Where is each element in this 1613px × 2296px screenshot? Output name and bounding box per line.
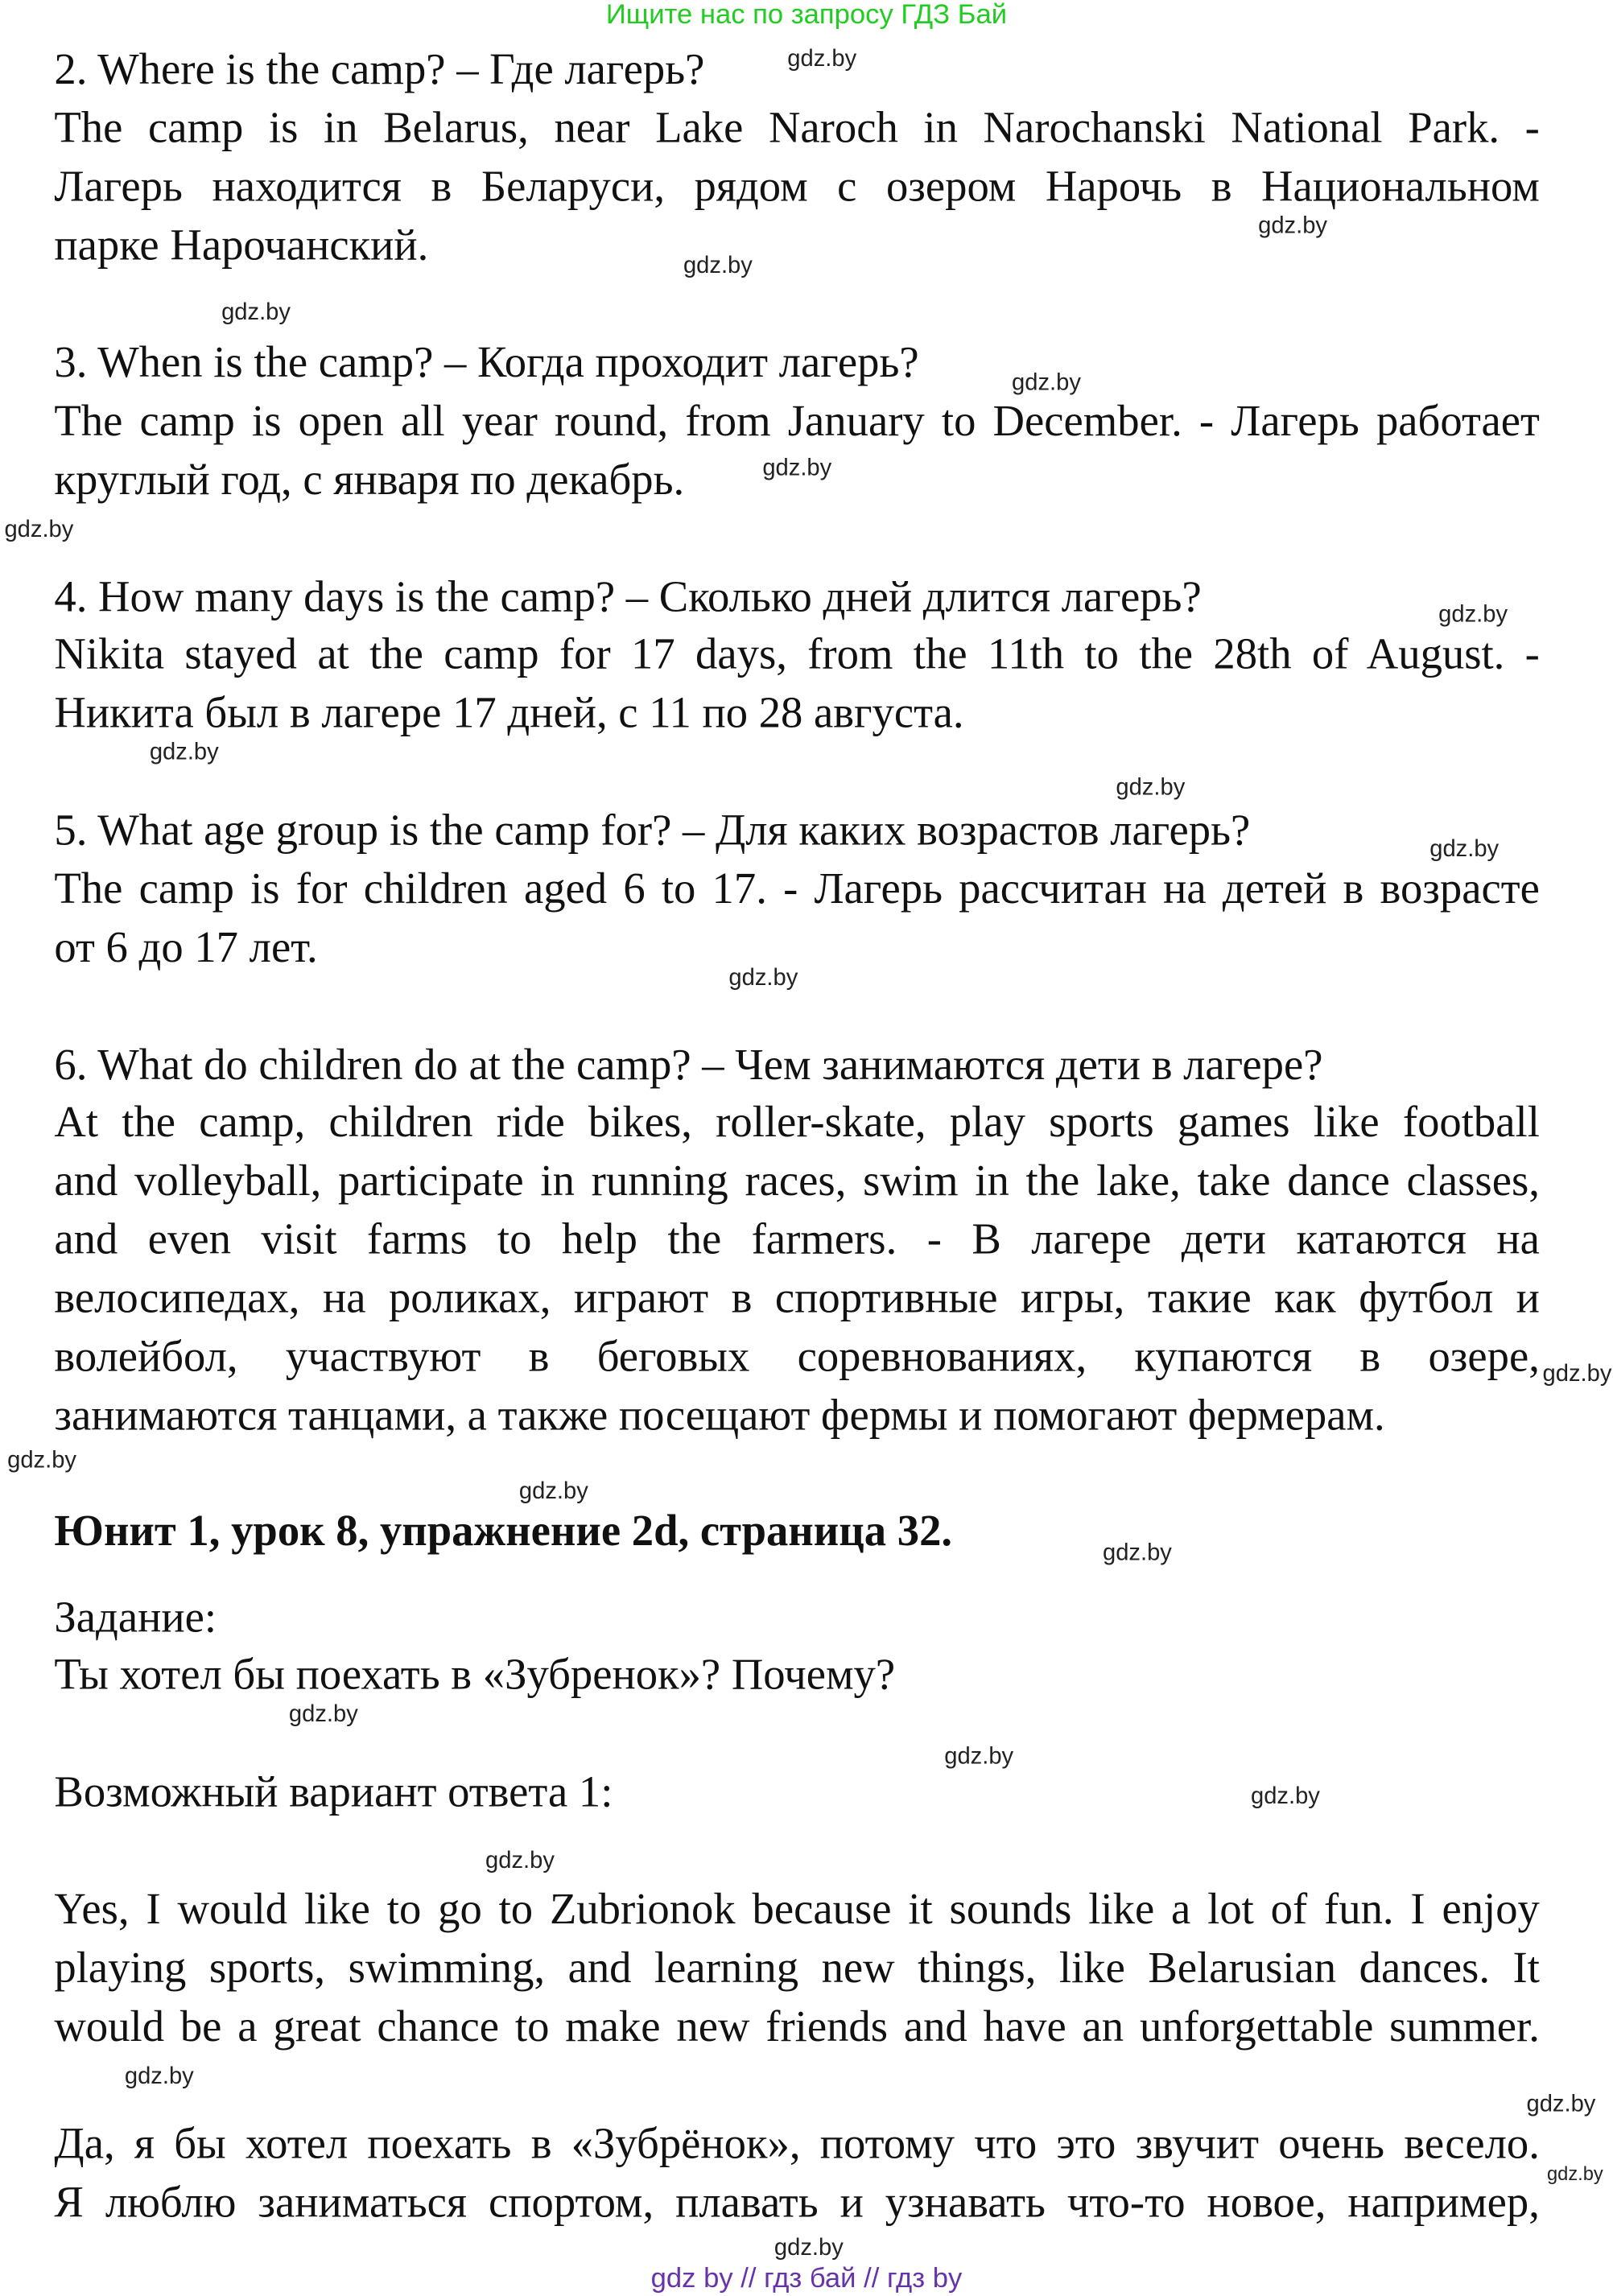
watermark: gdz.by	[787, 47, 857, 72]
watermark: gdz.by	[518, 1479, 588, 1505]
text-line: would be a great chance to make new friends and have an unforgettable summer.	[54, 2004, 1540, 2051]
watermark: gdz.by	[1546, 2162, 1603, 2185]
watermark: gdz.by	[773, 2236, 844, 2261]
search-hint-banner: Ищите нас по запросу ГДЗ Бай	[605, 0, 1008, 31]
watermark: gdz.by	[1542, 1362, 1612, 1387]
text-line: велосипедах, на роликах, играют в спортивные игры, такие как футбол и	[54, 1275, 1540, 1323]
watermark: gdz.by	[762, 455, 832, 481]
text-line: At the camp, children ride bikes, roller-skate, play sports games like football	[54, 1099, 1540, 1147]
watermark: gdz.by	[1116, 775, 1186, 801]
watermark: gdz.by	[288, 1702, 358, 1728]
text-line: and volleyball, participate in running races, swim in the lake, take dance classes,	[54, 1158, 1540, 1206]
text-line: The camp is for children aged 6 to 17. - Лагерь рассчитан на детей в возрасте	[54, 866, 1540, 913]
text-line: 5. What age group is the camp for? – Для каких возрастов лагерь?	[54, 806, 1251, 855]
text-line: 4. How many days is the camp? – Сколько дней длится лагерь?	[54, 573, 1202, 622]
watermark: gdz.by	[944, 1744, 1014, 1770]
text-line: от 6 до 17 лет.	[54, 923, 318, 972]
section-heading: Юнит 1, урок 8, упражнение 2d, страница 32.	[54, 1507, 953, 1556]
watermark: gdz.by	[1012, 370, 1081, 396]
text-line: Yes, I would like to go to Zubrionok because it sounds like a lot of fun. I enjoy	[54, 1886, 1540, 1934]
text-line: занимаются танцами, а также посещают фермы и помогают фермерам.	[54, 1391, 1385, 1441]
text-line: парке Нарочанский.	[54, 221, 429, 270]
watermark: gdz.by	[149, 740, 219, 765]
watermark: gdz.by	[1429, 837, 1500, 863]
text-line: Да, я бы хотел поехать в «Зубрёнок», потому что это звучит очень весело.	[54, 2121, 1540, 2169]
text-line: The camp is open all year round, from January to December. - Лагерь работает	[54, 398, 1540, 446]
text-line: волейбол, участвуют в беговых соревнованиях, купаются в озере,	[54, 1333, 1540, 1382]
text-line: Возможный вариант ответа 1:	[54, 1768, 613, 1817]
text-line: 2. Where is the camp? – Где лагерь?	[54, 45, 705, 94]
text-line: Nikita stayed at the camp for 17 days, from the 11th to the 28th of August. -	[54, 632, 1540, 679]
watermark: gdz.by	[1102, 1540, 1172, 1566]
watermark: gdz.by	[7, 1448, 76, 1474]
text-line: Я люблю заниматься спортом, плавать и узнавать что-то новое, например,	[54, 2180, 1540, 2228]
watermark: gdz.by	[485, 1849, 555, 1874]
watermark: gdz.by	[4, 517, 74, 543]
watermark: gdz.by	[221, 300, 291, 326]
text-line: Ты хотел бы поехать в «Зубренок»? Почему?	[54, 1651, 896, 1700]
text-line: 6. What do children do at the camp? – Чем занимаются дети в лагере?	[54, 1041, 1323, 1090]
watermark: gdz.by	[1250, 1784, 1320, 1810]
watermark: gdz.by	[728, 966, 798, 991]
watermark: gdz.by	[1526, 2092, 1596, 2117]
watermark: gdz.by	[683, 254, 753, 279]
text-line: playing sports, swimming, and learning new things, like Belarusian dances. It	[54, 1945, 1540, 1993]
text-line: Задание:	[54, 1593, 217, 1643]
text-line: Никита был в лагере 17 дней, с 11 по 28 августа.	[54, 689, 964, 738]
text-line: and even visit farms to help the farmers. - В лагере дети катаются на	[54, 1217, 1540, 1264]
watermark: gdz.by	[1258, 213, 1327, 239]
text-line: 3. When is the camp? – Когда проходит лагерь?	[54, 338, 919, 387]
watermark: gdz.by	[124, 2064, 194, 2090]
text-line: Лагерь находится в Беларуси, рядом с озером Нарочь в Национальном	[54, 164, 1540, 212]
text-line: круглый год, с января по декабрь.	[54, 455, 685, 505]
watermark: gdz.by	[1438, 602, 1508, 628]
footer-links[interactable]: gdz by // гдз бай // гдз by	[650, 2263, 963, 2295]
text-line: The camp is in Belarus, near Lake Naroch in Narochanski National Park. -	[54, 105, 1540, 153]
